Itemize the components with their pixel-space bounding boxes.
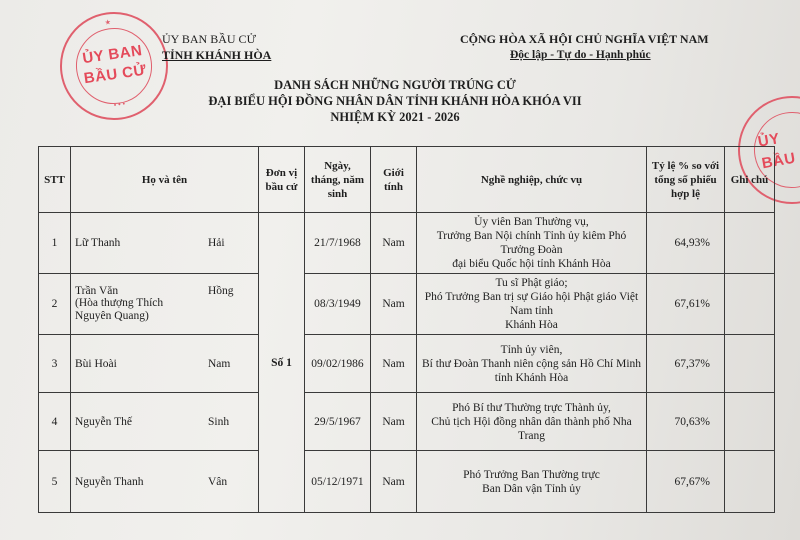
doc-title-line3: NHIỆM KỲ 2021 - 2026: [330, 110, 460, 124]
name-first: Nguyễn Thế: [75, 415, 132, 428]
name-first: Trần Văn: [75, 285, 119, 297]
header-job: Nghề nghiệp, chức vụ: [417, 147, 647, 213]
header-unit: Đơn vị bầu cử: [259, 147, 305, 213]
cell-gender: Nam: [371, 393, 417, 451]
cell-pct: 67,61%: [647, 274, 725, 335]
cell-gender: Nam: [371, 213, 417, 274]
job-line: tỉnh Khánh Hòa: [494, 371, 569, 384]
job-line: Trưởng Ban Nội chính Tỉnh ủy kiêm Phó Trưởng Đoàn: [436, 230, 627, 256]
header-name: Họ và tên: [71, 147, 259, 213]
cell-job: [417, 393, 647, 451]
job-line: đại biểu Quốc hội tỉnh Khánh Hòa: [452, 258, 611, 270]
header-stt: STT: [39, 147, 71, 213]
cell-stt: 5: [39, 451, 71, 513]
cell-dob: 05/12/1971: [305, 451, 371, 513]
cell-note: [725, 213, 775, 274]
header-gender: Giới tính: [371, 147, 417, 213]
name-last: Sinh: [208, 415, 230, 428]
header-pct: Tỷ lệ % so với tổng số phiếu hợp lệ: [647, 147, 725, 213]
cell-job: [417, 274, 647, 335]
org-name-line1: ỦY BAN BẦU CỬ: [162, 32, 256, 46]
cell-job: [417, 213, 647, 274]
org-name-line2: TỈNH KHÁNH HÒA: [162, 48, 272, 62]
nation-motto: Độc lập - Tự do - Hạnh phúc: [510, 49, 651, 61]
cell-dob: 21/7/1968: [305, 213, 371, 274]
cell-pct: 67,37%: [647, 335, 725, 393]
cell-stt: 3: [39, 335, 71, 393]
table-row: [39, 393, 775, 451]
seal-center-line1: ỦY: [756, 130, 782, 151]
job-line: Ủy viên Ban Thường vụ,: [474, 216, 589, 228]
official-seal-left: [53, 5, 175, 127]
name-last: Vân: [208, 475, 228, 488]
job-line: Chủ tịch Hội đồng nhân dân thành phố Nha Trang: [431, 415, 632, 442]
cell-note: [725, 274, 775, 335]
job-line: Phó Bí thư Thường trực Thành ủy,: [452, 401, 611, 414]
cell-stt: 2: [39, 274, 71, 335]
seal-center-line1: ỦY BAN: [81, 42, 144, 68]
cell-gender: Nam: [371, 451, 417, 513]
job-line: Bí thư Đoàn Thanh niên cộng sản Hồ Chí Minh: [421, 357, 642, 370]
table-header-row: [39, 147, 775, 213]
cell-gender: Nam: [371, 335, 417, 393]
name-last: Nam: [208, 357, 231, 370]
cell-name: [71, 335, 259, 393]
table-row: [39, 335, 775, 393]
cell-dob: 29/5/1967: [305, 393, 371, 451]
cell-note: [725, 393, 775, 451]
name-last: Hải: [208, 237, 225, 249]
job-line: Ban Dân vận Tỉnh ủy: [482, 482, 581, 495]
name-extra: (Hòa thượng Thích Nguyên Quang): [75, 297, 164, 322]
cell-unit: Số 1: [259, 213, 305, 513]
header-dob: Ngày, tháng, năm sinh: [305, 147, 371, 213]
seal-center-line2: BẦU: [760, 149, 797, 173]
cell-stt: 4: [39, 393, 71, 451]
seal-center-line2: BẦU CỬ: [82, 61, 148, 88]
doc-title-line1: DANH SÁCH NHỮNG NGƯỜI TRÚNG CỬ: [274, 78, 516, 92]
cell-dob: 08/3/1949: [305, 274, 371, 335]
job-line: Tu sĩ Phật giáo;: [495, 277, 568, 289]
job-line: Khánh Hòa: [505, 319, 558, 331]
table-row: [39, 274, 775, 335]
name-last: Hồng: [208, 285, 234, 297]
cell-note: [725, 451, 775, 513]
cell-dob: 09/02/1986: [305, 335, 371, 393]
job-line: Phó Trưởng Ban trị sự Giáo hội Phật giáo Việt Nam tỉnh: [424, 291, 639, 317]
cell-gender: Nam: [371, 274, 417, 335]
cell-pct: 70,63%: [647, 393, 725, 451]
header-note: Ghi chú: [725, 147, 775, 213]
table-row: [39, 451, 775, 513]
table-row: [39, 213, 775, 274]
elected-list-table: [38, 146, 775, 513]
cell-name: [71, 451, 259, 513]
name-first: Lữ Thanh: [75, 237, 121, 249]
cell-pct: 67,67%: [647, 451, 725, 513]
cell-job: [417, 335, 647, 393]
cell-name: [71, 393, 259, 451]
job-line: Phó Trưởng Ban Thường trực: [463, 468, 600, 481]
cell-name: [71, 213, 259, 274]
job-line: Tỉnh ủy viên,: [500, 343, 563, 356]
nation-name: CỘNG HÒA XÃ HỘI CHỦ NGHĨA VIỆT NAM: [460, 32, 709, 46]
cell-note: [725, 335, 775, 393]
seal-bottom-arc: • • •: [113, 100, 126, 110]
cell-stt: 1: [39, 213, 71, 274]
cell-job: [417, 451, 647, 513]
doc-title-line2: ĐẠI BIỂU HỘI ĐỒNG NHÂN DÂN TỈNH KHÁNH HÒA KHÓA VII: [208, 94, 582, 108]
cell-pct: 64,93%: [647, 213, 725, 274]
name-first: Nguyễn Thanh: [75, 475, 144, 488]
cell-name: [71, 274, 259, 335]
seal-top-arc: ★: [104, 19, 112, 27]
name-first: Bùi Hoài: [75, 357, 117, 370]
